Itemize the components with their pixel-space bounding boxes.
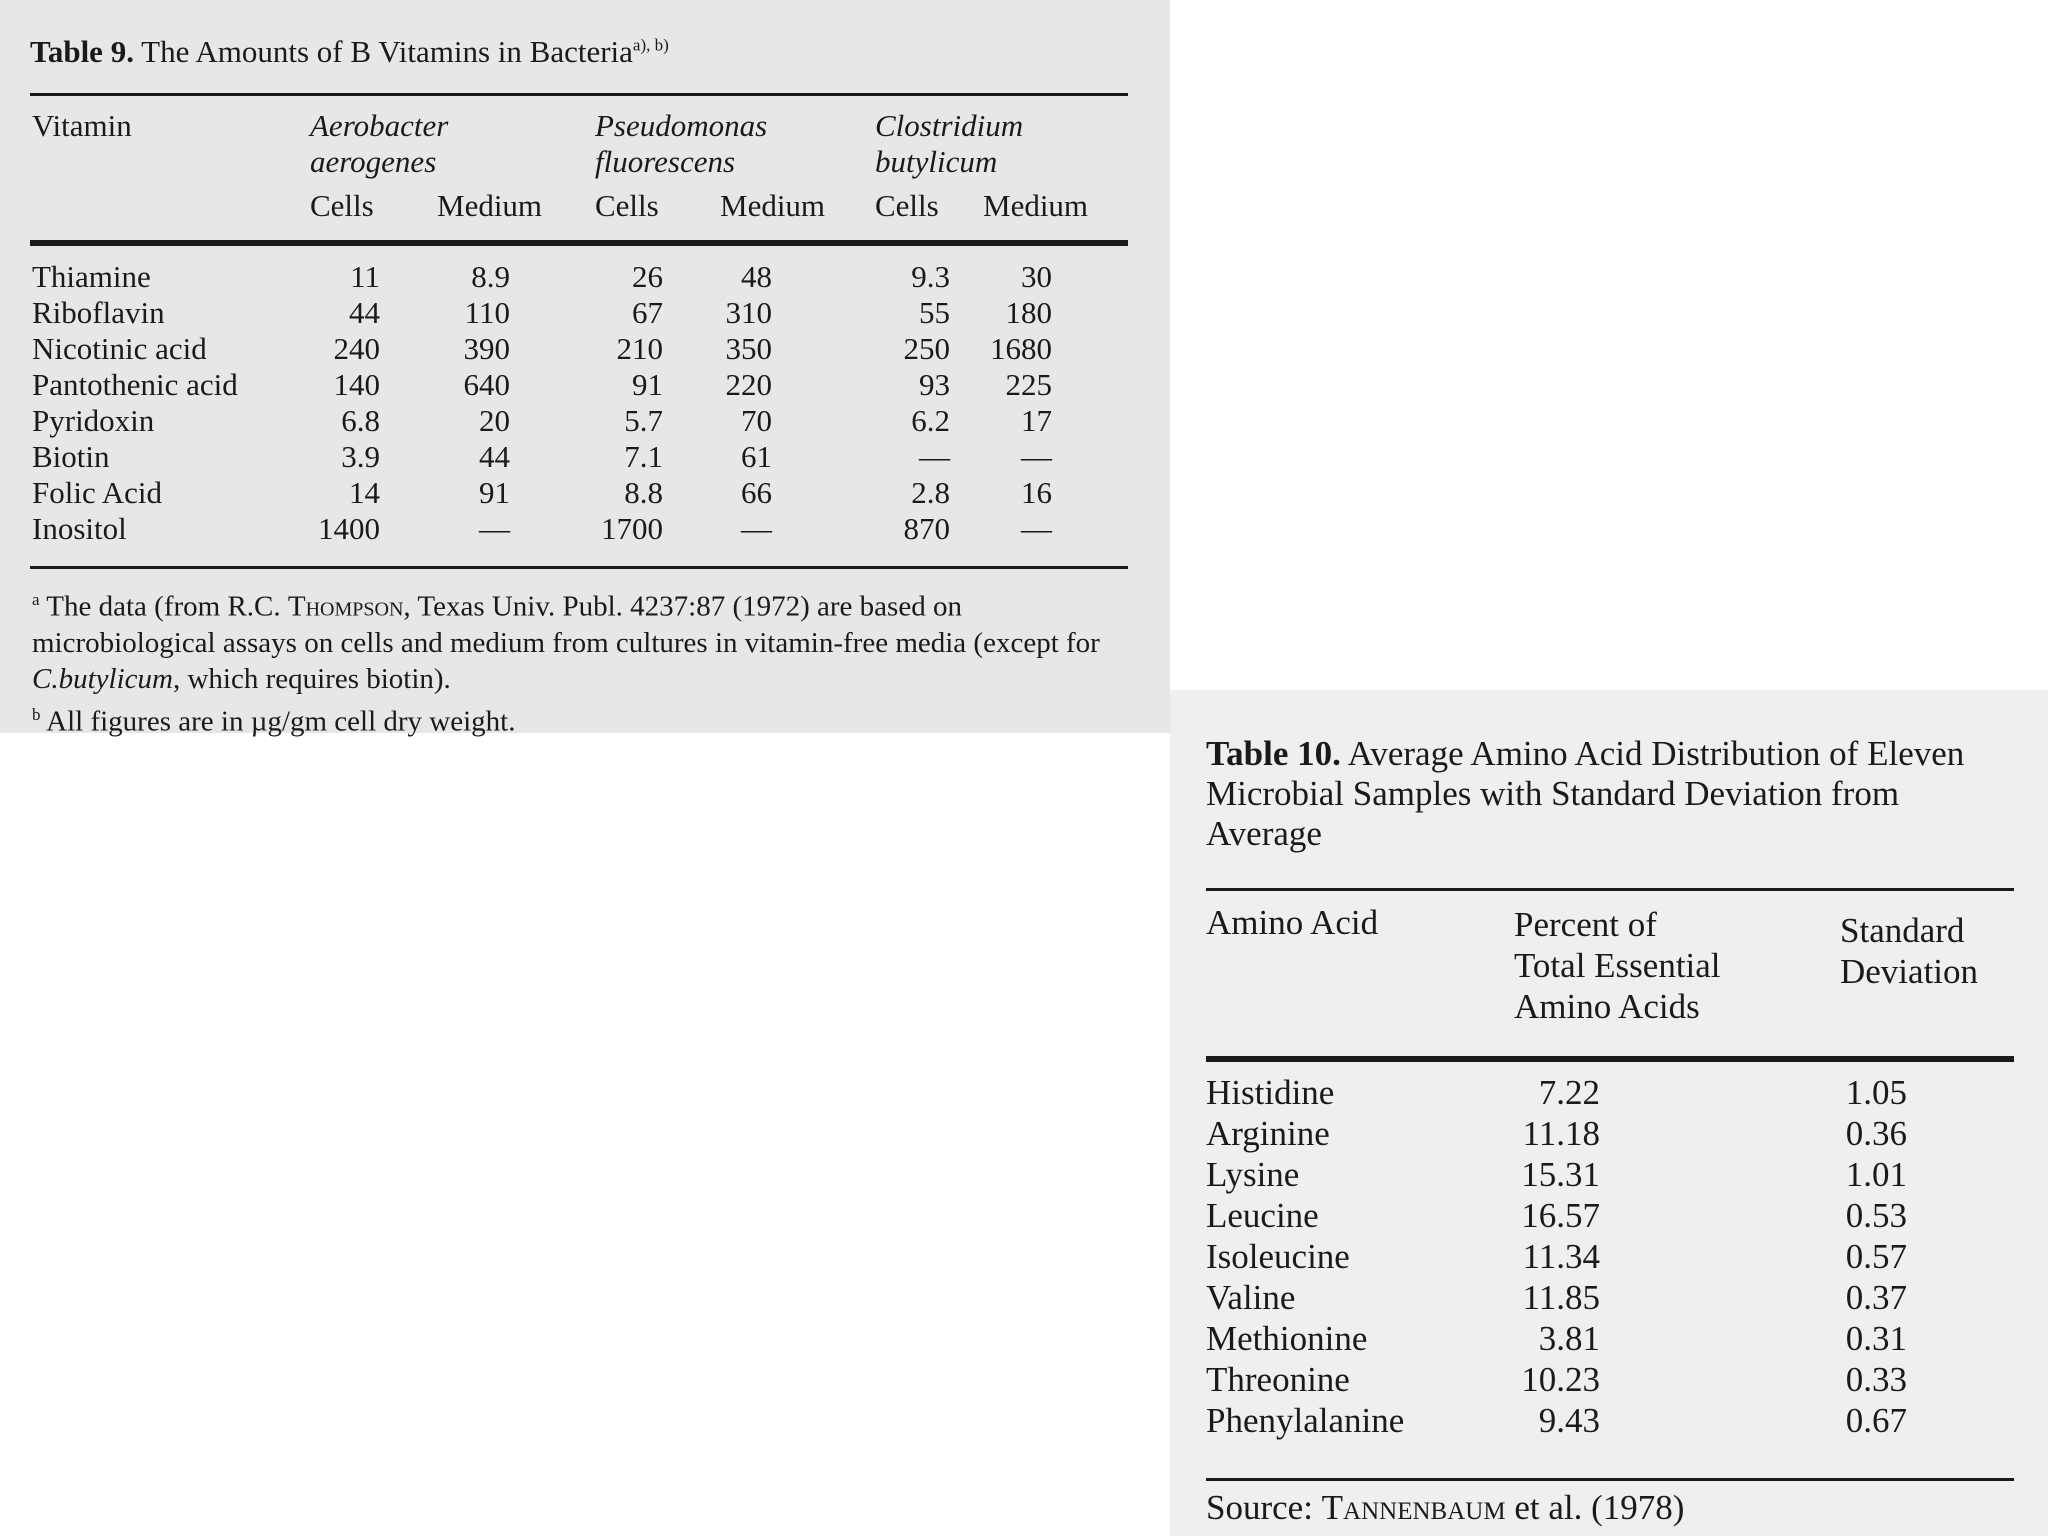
table9-cell: 70 — [741, 403, 772, 438]
table10-caption-text: Average Amino Acid Distribution of Eleven Microbial Samples with Standard Deviation from Average — [1206, 734, 1965, 853]
table9-cell: 48 — [741, 259, 772, 294]
table10-col-sd-line1: Standard — [1840, 911, 1965, 950]
source-suffix: et al. (1978) — [1505, 1488, 1685, 1527]
footnote-b-mark: b — [32, 704, 41, 724]
source-prefix: Source: — [1206, 1488, 1322, 1527]
table9-footnote-a — [32, 582, 1132, 697]
table9-sub-cells-3: Cells — [875, 188, 939, 223]
table10-amino-name: Isoleucine — [1206, 1237, 1350, 1276]
table-row — [0, 403, 1170, 439]
table10-sd: 0.31 — [1845, 1319, 1907, 1358]
table9-cell: 140 — [333, 367, 380, 402]
table9-cell: 66 — [741, 475, 772, 510]
table9-sub-cells-2: Cells — [595, 188, 659, 223]
table10-amino-name: Threonine — [1206, 1360, 1350, 1399]
table9-cell: 225 — [1005, 367, 1052, 402]
table9-cell: 250 — [903, 331, 950, 366]
table9-cell: 44 — [479, 439, 510, 474]
table9-org-3 — [875, 108, 1023, 180]
table9-org-2-line2: fluorescens — [595, 144, 736, 179]
table-row — [1170, 1072, 2048, 1113]
table-row — [1170, 1400, 2048, 1441]
table10-amino-name: Arginine — [1206, 1114, 1330, 1153]
table9-org-1 — [310, 108, 448, 180]
table-row — [0, 367, 1170, 403]
table10-col-sd — [1840, 910, 1978, 992]
table9-cell: — — [741, 511, 772, 546]
table9-cell: 20 — [479, 403, 510, 438]
table9-vitamin-name: Thiamine — [32, 259, 151, 294]
table9-cell: 1400 — [318, 511, 380, 546]
table9-org-3-line2: butylicum — [875, 144, 998, 179]
table10-caption — [1206, 734, 2006, 854]
table-row — [1170, 1113, 2048, 1154]
table10-percent: 11.18 — [1522, 1114, 1600, 1153]
table9-cell: 6.8 — [341, 403, 380, 438]
table9-cell: 67 — [632, 295, 663, 330]
table9-org-1-line1: Aerobacter — [310, 108, 449, 143]
table10-percent: 15.31 — [1521, 1155, 1600, 1194]
table9-cell: 220 — [725, 367, 772, 402]
table-row — [0, 511, 1170, 547]
table9-cell: 91 — [632, 367, 663, 402]
table10-percent: 7.22 — [1538, 1073, 1600, 1112]
table9-col-vitamin: Vitamin — [32, 108, 132, 143]
table10-amino-name: Valine — [1206, 1278, 1296, 1317]
table9-cell: 6.2 — [911, 403, 950, 438]
table9-sub-medium-1: Medium — [437, 188, 543, 223]
table9-cell: 55 — [919, 295, 950, 330]
table10-amino-name: Histidine — [1206, 1073, 1335, 1112]
table-row — [1170, 1236, 2048, 1277]
table9-org-2-line1: Pseudomonas — [595, 108, 768, 143]
table10-percent: 3.81 — [1538, 1319, 1600, 1358]
table-row — [1170, 1195, 2048, 1236]
table9-vitamin-name: Inositol — [32, 511, 127, 546]
table10-caption-label: Table 10. — [1206, 734, 1341, 773]
table9-cell: — — [479, 511, 510, 546]
table10-percent: 11.34 — [1522, 1237, 1600, 1276]
table-row — [1170, 1154, 2048, 1195]
table10-percent: 11.85 — [1522, 1278, 1600, 1317]
table10-bottom-rule — [1206, 1478, 2014, 1481]
table10-sd: 0.33 — [1845, 1360, 1907, 1399]
table-row — [0, 331, 1170, 367]
table9-vitamin-name: Pyridoxin — [32, 403, 155, 438]
table9-cell: 9.3 — [911, 259, 950, 294]
table9-footnotes — [32, 582, 1132, 739]
table10-col-percent — [1514, 904, 1721, 1027]
table-row — [1170, 1318, 2048, 1359]
table10-top-rule — [1206, 888, 2014, 891]
table9-cell: 2.8 — [911, 475, 950, 510]
table10-percent: 9.43 — [1538, 1401, 1600, 1440]
table9-cell: 1680 — [990, 331, 1052, 366]
table9-vitamin-name: Folic Acid — [32, 475, 163, 510]
table10-percent: 10.23 — [1521, 1360, 1600, 1399]
table9-cell: 240 — [333, 331, 380, 366]
table9-sub-medium-3: Medium — [983, 188, 1089, 223]
table10-col-percent-line2: Total Essential — [1514, 946, 1721, 985]
table10-sd: 1.01 — [1845, 1155, 1907, 1194]
table9-cell: 310 — [725, 295, 772, 330]
table9-org-3-line1: Clostridium — [875, 108, 1024, 143]
table10-sd: 0.36 — [1845, 1114, 1907, 1153]
table10-sd: 0.53 — [1845, 1196, 1907, 1235]
table-row — [0, 259, 1170, 295]
table9-header-rule — [30, 240, 1128, 246]
table9-cell: 110 — [464, 295, 510, 330]
table9-cell: 5.7 — [624, 403, 663, 438]
table9-cell: 16 — [1021, 475, 1052, 510]
table10-panel — [1170, 690, 2048, 1536]
footnote-a-part1: The data (from R.C. — [39, 590, 288, 623]
table10-amino-name: Phenylalanine — [1206, 1401, 1405, 1440]
table9-vitamin-name: Nicotinic acid — [32, 331, 207, 366]
footnote-a-mark: a — [32, 590, 40, 609]
table10-sd: 0.57 — [1845, 1237, 1907, 1276]
table9-cell: 390 — [463, 331, 510, 366]
table9-footnote-b — [32, 697, 1132, 740]
table10-source — [1206, 1486, 1684, 1530]
table10-col-percent-line3: Amino Acids — [1514, 987, 1700, 1026]
table10-percent: 16.57 — [1521, 1196, 1600, 1235]
table10-sd: 0.67 — [1845, 1401, 1907, 1440]
table9-cell: 180 — [1005, 295, 1052, 330]
table10-amino-name: Lysine — [1206, 1155, 1300, 1194]
table9-cell: 17 — [1021, 403, 1052, 438]
table9-cell: 7.1 — [624, 439, 663, 474]
footnote-a-part2: , Texas Univ. Publ. 4237:87 (1972) are based on microbiological assays on cells and medium from cultures in vitamin-free media (except for — [32, 590, 1100, 659]
table10-amino-name: Methionine — [1206, 1319, 1368, 1358]
table9-cell: 350 — [725, 331, 772, 366]
table9-caption-sup: a), b) — [632, 35, 669, 55]
table9-sub-cells-1: Cells — [310, 188, 374, 223]
table9-cell: 8.8 — [624, 475, 663, 510]
table10-sd: 0.37 — [1845, 1278, 1907, 1317]
table9-cell: 1700 — [601, 511, 663, 546]
table9-cell: 870 — [903, 511, 950, 546]
table-row — [0, 475, 1170, 511]
table9-cell: 11 — [350, 259, 380, 294]
footnote-a-author: Thompson — [287, 590, 404, 623]
table-row — [1170, 1277, 2048, 1318]
table9-cell: — — [1021, 439, 1052, 474]
table9-cell: — — [1021, 511, 1052, 546]
table-row — [0, 439, 1170, 475]
table9-org-1-line2: aerogenes — [310, 144, 437, 179]
table9-cell: 8.9 — [471, 259, 510, 294]
table9-cell: 91 — [479, 475, 510, 510]
footnote-a-species: C.butylicum — [32, 662, 173, 695]
table10-sd: 1.05 — [1845, 1073, 1907, 1112]
table9-cell: 640 — [463, 367, 510, 402]
table-row — [1170, 1359, 2048, 1400]
table9-cell: — — [919, 439, 950, 474]
table10-header-rule — [1206, 1056, 2014, 1062]
table9-vitamin-name: Pantothenic acid — [32, 367, 238, 402]
footnote-b-text: All figures are in µg/gm cell dry weight. — [40, 705, 516, 738]
table-row — [0, 295, 1170, 331]
source-author: Tannenbaum — [1321, 1488, 1506, 1527]
table9-bottom-rule — [30, 566, 1128, 569]
table9-org-2 — [595, 108, 767, 180]
table9-vitamin-name: Biotin — [32, 439, 110, 474]
table9-cell: 14 — [349, 475, 380, 510]
table9-cell: 44 — [349, 295, 380, 330]
table10-col-sd-line2: Deviation — [1840, 952, 1979, 991]
table9-cell: 30 — [1021, 259, 1052, 294]
table9-panel — [0, 0, 1170, 738]
table9-vitamin-name: Riboflavin — [32, 295, 165, 330]
table9-caption-label: Table 9. — [30, 34, 134, 69]
table9-cell: 93 — [919, 367, 950, 402]
table9-cell: 3.9 — [341, 439, 380, 474]
table10-col-amino: Amino Acid — [1206, 903, 1379, 942]
table9-sub-medium-2: Medium — [720, 188, 826, 223]
table10-amino-name: Leucine — [1206, 1196, 1319, 1235]
table9-cell: 61 — [741, 439, 772, 474]
table9-caption-text: The Amounts of B Vitamins in Bacteria — [133, 34, 633, 69]
table9-cell: 26 — [632, 259, 663, 294]
table9-caption — [30, 34, 669, 70]
table10-col-percent-line1: Percent of — [1514, 905, 1657, 944]
footnote-a-part3: , which requires biotin). — [172, 662, 451, 695]
table9-cell: 210 — [616, 331, 663, 366]
table9-top-rule — [30, 93, 1128, 96]
